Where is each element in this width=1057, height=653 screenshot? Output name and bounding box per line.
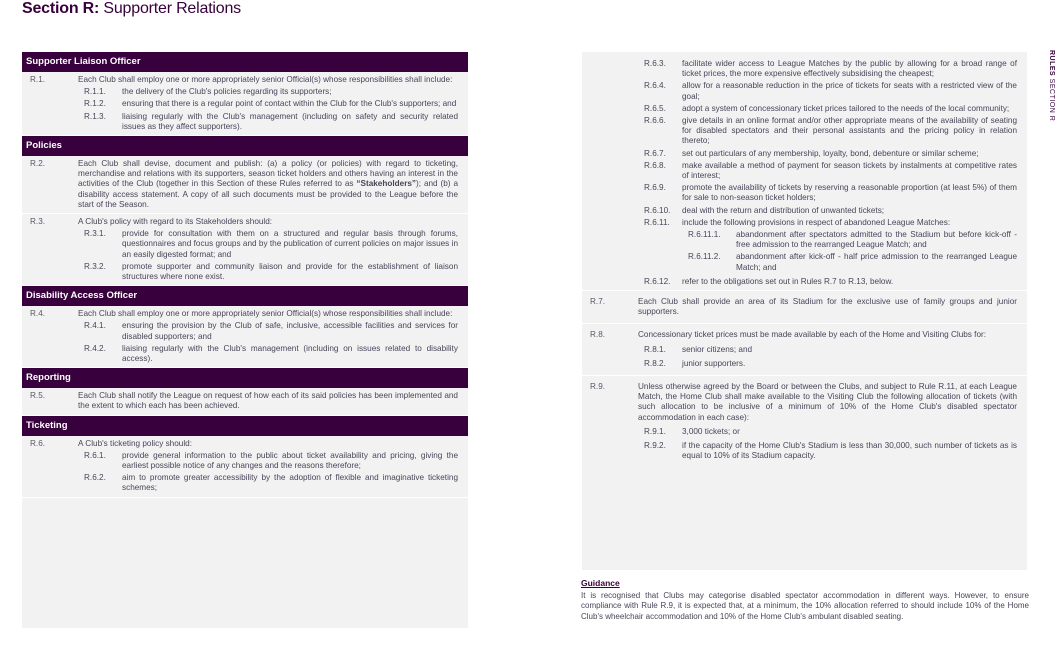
subrule-number: R.4.2.: [84, 343, 106, 353]
rule-number: R.5.: [30, 391, 46, 401]
rule-number: R.7.: [590, 297, 606, 307]
subrule-number: R.6.12.: [644, 276, 671, 286]
guidance-note: [581, 578, 1029, 622]
rule-r6: [22, 436, 468, 498]
subrule-number: R.3.2.: [84, 261, 106, 271]
rule-r8: [582, 324, 1027, 376]
section-side-tab: [1048, 50, 1055, 121]
guidance-text: It is recognised that Clubs may categorise disabled spectator accommodation in different ways. However, to ensure compliance with Rule R.9, it is expected that, at a minimum, the 10% allocation referred to should include 10% of the Home Club's wheelchair accommodation and 10% of the Home Club's ambulant disabled seating.: [581, 591, 1029, 621]
subrule-number: R.6.5.: [644, 103, 666, 113]
subrule-text: if the capacity of the Home Club's Stadium is less than 30,000, such number of tickets as is equal to 10% of its Stadium capacity.: [682, 441, 1017, 461]
subrule-text: senior citizens; and: [682, 344, 753, 354]
rule-text-part: Each Club shall devise, document and publish: (a) a policy (or policies) with regard to ticketing, merchandise and relations with its supporters, season ticket holders and others having an interest in the activities of the Club (together in this Section of these Rules referred to as: [78, 159, 458, 189]
guidance-title: Guidance: [581, 578, 620, 588]
subrule-text: give details in an online format and/or other appropriate means of the availability of seating for disabled spectators and their personal assistants and the pricing policy in relation thereto;: [682, 116, 1017, 146]
subrule-number: R.1.2.: [84, 99, 106, 109]
subrule-number: R.1.3.: [84, 111, 106, 121]
subrule-text: facilitate wider access to League Matches by the public by allowing for a broad range of ticket prices, the more expensive effectively subsidising the cheapest;: [682, 59, 1017, 79]
rule-number: R.9.: [590, 382, 606, 392]
rule-text: Concessionary ticket prices must be made available by each of the Home and Visiting Clubs for:: [638, 330, 986, 340]
rule-number: R.3.: [30, 217, 46, 227]
subsubrule-text: abandonment after spectators admitted to the Stadium but before kick-off - free admission to the rearranged League Match; and: [736, 230, 1017, 250]
subrule-number: R.6.4.: [644, 81, 666, 91]
subrule-number: R.6.11.: [644, 217, 670, 227]
rule-text: Each Club shall employ one or more appropriately senior Official(s) whose responsibilities shall include:: [78, 309, 453, 319]
rule-r5: [22, 388, 468, 415]
subrule-number: R.6.9.: [644, 183, 666, 193]
subrule-text: liaising regularly with the Club's management (including on issues related to disability access).: [122, 343, 458, 364]
left-column: [22, 52, 468, 628]
subrule-number: R.6.6.: [644, 116, 666, 126]
subrule-text: deal with the return and distribution of unwanted tickets;: [682, 205, 885, 215]
subrule-text: provide general information to the public about ticket availability and pricing, giving the earliest possible notice of any changes and the reasons therefore;: [122, 450, 458, 471]
subrule-text: aim to promote greater accessibility by the adoption of flexible and imaginative ticketing schemes;: [122, 473, 458, 493]
section-heading-ticketing: Ticketing: [22, 416, 468, 436]
subrule-text: provide for consultation with them on a structured and regular basis through forums, questionnaires and focus groups and by the publication of current policies on major issues in an easily digested format; and: [122, 229, 458, 259]
subrule-number: R.6.7.: [644, 148, 666, 158]
rule-r9: [582, 376, 1027, 464]
page-title-rest: Supporter Relations: [99, 0, 241, 17]
subrule-number: R.6.3.: [644, 59, 666, 68]
subrule-text: liaising regularly with the Club's management (including on safety and security related issues as they affect supporters).: [122, 111, 458, 131]
rule-text: Unless otherwise agreed by the Board or between the Clubs, and subject to Rule R.11, at each League Match, the Home Club shall make available to the Visiting Club the following allocation of tickets (with such allocation to be inclusive of a minimum of 10% of the Home Club's disabled spectator accommodation in each case):: [638, 382, 1017, 422]
subrule-number: R.3.1.: [84, 229, 106, 239]
defined-term: “Stakeholders”: [356, 179, 417, 189]
section-heading-liaison: Supporter Liaison Officer: [22, 52, 468, 72]
subsubrule-number: R.6.11.1.: [688, 230, 721, 240]
rule-text: A Club's policy with regard to its Stakeholders should:: [78, 217, 273, 227]
side-tab-bold: RULES: [1048, 50, 1055, 77]
rule-r4: [22, 306, 468, 368]
subrule-number: R.8.1.: [644, 344, 666, 354]
rule-number: R.1.: [30, 75, 46, 84]
subrule-text: make available a method of payment for season tickets by instalments at competitive rates of interest;: [682, 160, 1017, 181]
rule-r6-continued: [582, 52, 1027, 291]
subsubrule-text: abandonment after kick-off - half price admission to the rearranged League Match; and: [736, 252, 1017, 272]
section-heading-policies: Policies: [22, 136, 468, 156]
page-title-bold: Section R:: [22, 0, 100, 17]
rule-r3: [22, 214, 468, 286]
subrule-text: 3,000 tickets; or: [682, 426, 740, 436]
subrule-number: R.9.1.: [644, 426, 666, 436]
subrule-text: junior supporters.: [682, 358, 746, 368]
rule-number: R.6.: [30, 438, 46, 448]
subrule-text: ensuring the provision by the Club of safe, inclusive, accessible facilities and services for disabled supporters; and: [122, 321, 458, 341]
rule-text: Each Club shall employ one or more appropriately senior Official(s) whose responsibilities shall include:: [78, 75, 453, 84]
subrule-text: set out particulars of any membership, loyalty, bond, debenture or similar scheme;: [682, 148, 979, 158]
subrule-text: ensuring that there is a regular point of contact within the Club for the Club's supporters; and: [122, 99, 457, 109]
rule-text: A Club's ticketing policy should:: [78, 438, 192, 448]
subrule-text: adopt a system of concessionary ticket prices tailored to the needs of the local community;: [682, 103, 1010, 113]
page-title: [22, 0, 241, 18]
subrule-number: R.8.2.: [644, 358, 666, 368]
rule-number: R.2.: [30, 159, 46, 169]
section-heading-disability: Disability Access Officer: [22, 286, 468, 306]
subrule-number: R.9.2.: [644, 441, 666, 451]
rule-r2: [22, 156, 468, 214]
subrule-number: R.4.1.: [84, 321, 106, 331]
rule-number: R.4.: [30, 309, 46, 319]
rule-text: Each Club shall provide an area of its Stadium for the exclusive use of family groups and junior supporters.: [638, 297, 1017, 317]
rule-text-part: ); and (b) a disability access statement. A copy of all such documents must be provided to the League before the start of the Season.: [78, 179, 459, 209]
subrule-text: promote the availability of tickets by reserving a reasonable proportion (at least 5%) of them for sale to non-season ticket holders;: [682, 183, 1017, 203]
right-column: [582, 52, 1027, 570]
subrule-number: R.6.1.: [84, 450, 106, 460]
side-tab-rest: SECTION R: [1048, 76, 1055, 122]
subrule-number: R.6.10.: [644, 205, 671, 215]
section-heading-reporting: Reporting: [22, 368, 468, 388]
subrule-text: the delivery of the Club's policies regarding its supporters;: [122, 87, 332, 97]
subrule-text: refer to the obligations set out in Rules R.7 to R.13, below.: [682, 276, 894, 286]
rule-text: Each Club shall notify the League on request of how each of its said policies has been implemented and the extent to which each has been achieved.: [78, 391, 458, 411]
rule-r1: [22, 72, 468, 136]
subsubrule-number: R.6.11.2.: [688, 252, 721, 262]
rule-number: R.8.: [590, 330, 606, 340]
subrule-number: R.6.8.: [644, 160, 666, 170]
subrule-number: R.1.1.: [84, 87, 106, 97]
subrule-text: promote supporter and community liaison and provide for the establishment of liaison structures where none exist.: [122, 261, 458, 282]
subrule-text: include the following provisions in respect of abandoned League Matches:: [682, 217, 951, 227]
subrule-text: allow for a reasonable reduction in the price of tickets for seats with a restricted view of the goal;: [682, 81, 1017, 101]
rule-r7: [582, 291, 1027, 324]
rule-text: [78, 159, 468, 210]
subrule-number: R.6.2.: [84, 473, 106, 483]
